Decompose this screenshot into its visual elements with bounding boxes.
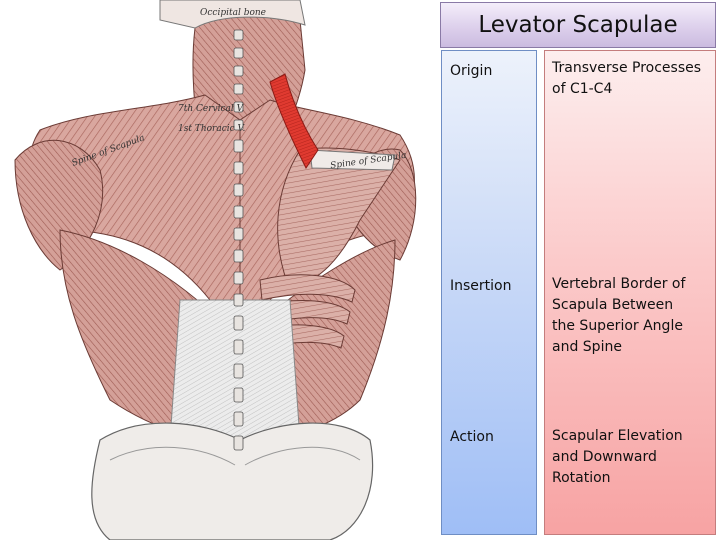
first-thoracic-label: 1st Thoracic V. (178, 124, 246, 134)
insertion-value (552, 274, 712, 358)
spine-of-scapula-left-label: Spine of Scapula (70, 133, 147, 169)
origin-value-line: of C1-C4 (552, 81, 613, 97)
action-value-line: and Downward (552, 449, 657, 465)
occipital-bone-label: Occipital bone (200, 8, 267, 18)
insertion-value-line: Vertebral Border of (552, 276, 686, 292)
spine-of-scapula-right-label: Spine of Scapula (329, 150, 408, 172)
title-box (440, 2, 716, 48)
action-value (552, 426, 712, 489)
origin-value (552, 58, 712, 100)
action-value-line: Rotation (552, 470, 611, 486)
action-value-line: Scapular Elevation (552, 428, 683, 444)
slide-title: Levator Scapulae (478, 12, 678, 38)
seventh-cervical-label: 7th Cervical V. (178, 104, 245, 114)
origin-value-line: Transverse Processes (552, 60, 702, 76)
insertion-value-line: and Spine (552, 339, 622, 355)
insertion-value-line: the Superior Angle (552, 318, 683, 334)
insertion-label: Insertion (450, 278, 512, 294)
origin-label: Origin (450, 63, 493, 79)
action-label: Action (450, 429, 494, 445)
insertion-value-line: Scapula Between (552, 297, 674, 313)
